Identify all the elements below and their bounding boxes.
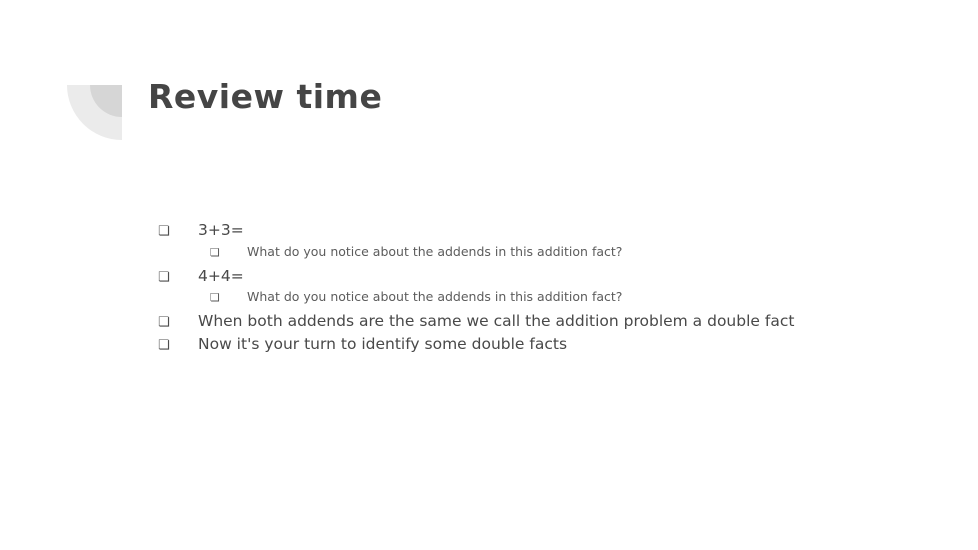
square-bullet-icon: ❏: [158, 269, 170, 285]
list-item-text: What do you notice about the addends in this addition fact?: [247, 243, 623, 259]
list-item-text: What do you notice about the addends in this addition fact?: [247, 289, 623, 305]
square-bullet-icon: ❏: [158, 224, 170, 239]
list-item-text: 3+3=: [198, 221, 244, 239]
list-item: [158, 335, 918, 358]
list-item-text: When both addends are the same we call the addition problem a double fact: [198, 312, 795, 331]
square-bullet-icon: ❏: [158, 315, 170, 331]
list-subitem: [210, 244, 918, 267]
square-bullet-icon: ❏: [210, 245, 220, 259]
list-item-text: 4+4=: [198, 266, 244, 285]
square-bullet-icon: ❏: [158, 337, 170, 353]
square-bullet-icon: ❏: [210, 291, 220, 305]
slide-title: Review time: [148, 77, 383, 116]
list-item: [158, 267, 918, 290]
bullet-list: [158, 221, 918, 358]
list-item: [158, 312, 918, 335]
list-item-text: Now it's your turn to identify some double facts: [198, 334, 568, 353]
list-subitem: [210, 289, 918, 312]
list-item: [158, 221, 918, 244]
